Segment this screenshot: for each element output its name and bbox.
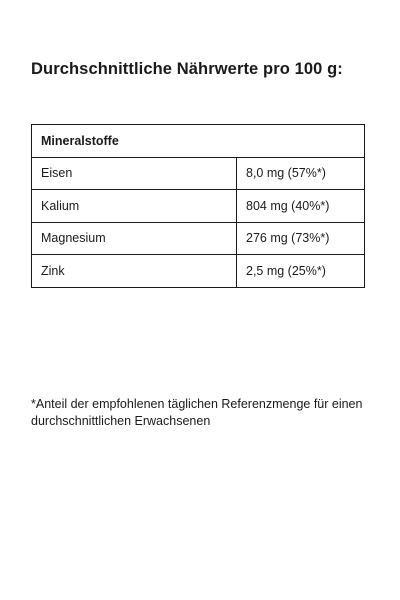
mineral-name: Eisen — [32, 157, 237, 190]
table-header-row — [32, 125, 365, 158]
mineral-value: 8,0 mg (57%*) — [237, 157, 365, 190]
table-row — [32, 222, 365, 255]
minerals-table — [31, 124, 365, 288]
table-row — [32, 190, 365, 223]
footnote: *Anteil der empfohlenen täglichen Referenzmenge für einen durchschnittlichen Erwachsenen — [31, 397, 363, 428]
page-title: Durchschnittliche Nährwerte pro 100 g: — [31, 60, 343, 78]
mineral-name: Zink — [32, 255, 237, 288]
table-row — [32, 255, 365, 288]
mineral-name: Magnesium — [32, 222, 237, 255]
mineral-value: 276 mg (73%*) — [237, 222, 365, 255]
mineral-value: 2,5 mg (25%*) — [237, 255, 365, 288]
table-header: Mineralstoffe — [32, 125, 365, 158]
table-row — [32, 157, 365, 190]
mineral-value: 804 mg (40%*) — [237, 190, 365, 223]
mineral-name: Kalium — [32, 190, 237, 223]
